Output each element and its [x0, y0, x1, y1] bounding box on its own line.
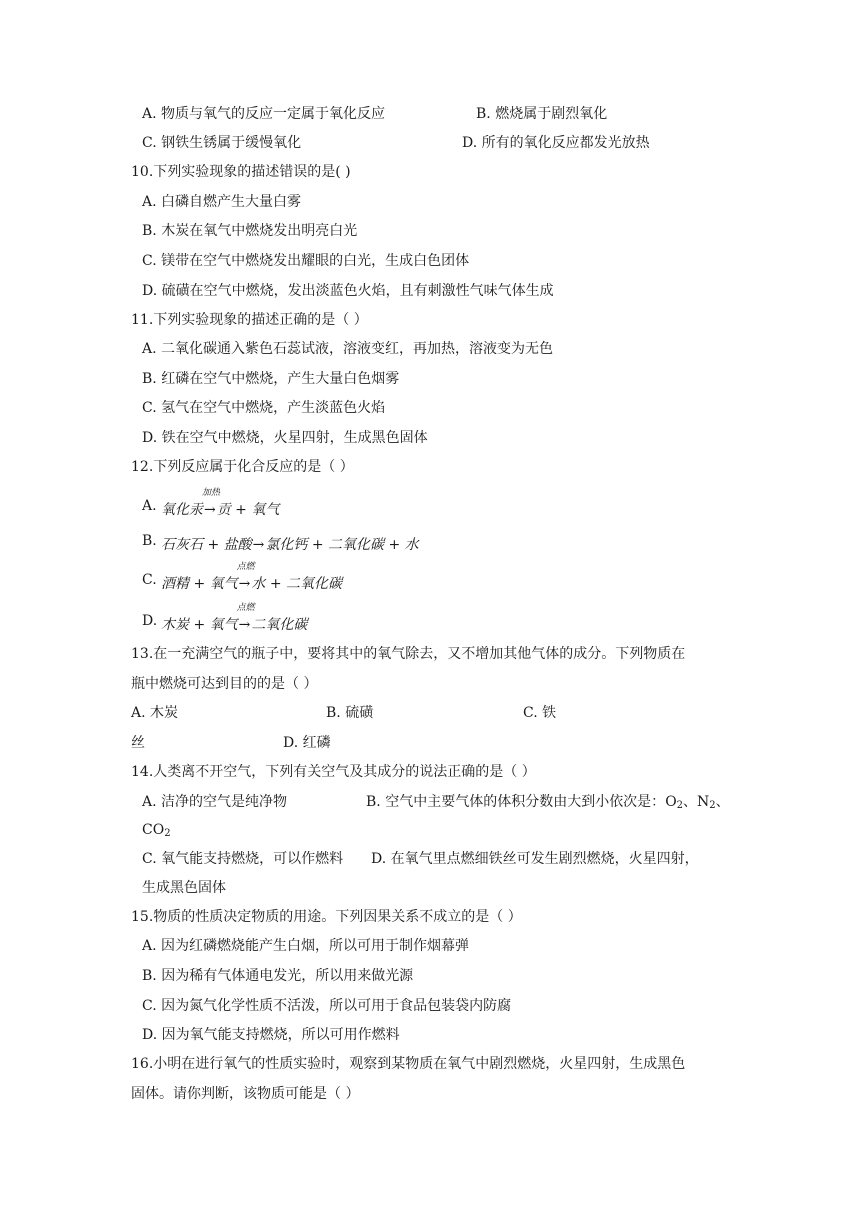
- q10-stem: 10.下列实验现象的描述错误的是( ): [131, 164, 351, 180]
- q14-option-c: C. 氧气能支持燃烧，可以作燃料: [142, 851, 344, 867]
- reaction-arrow-icon: 点燃 →: [236, 562, 255, 592]
- q12-a-products: 贡 + 氧气: [216, 502, 280, 518]
- q12-b-reactants: 石灰石 + 盐酸: [161, 537, 252, 553]
- q12-option-d-label: D.: [142, 613, 158, 629]
- q15-option-a: A. 因为红磷燃烧能产生白烟，所以可用于制作烟幕弹: [142, 938, 470, 954]
- q12-option-c-label: C.: [142, 572, 157, 588]
- q11-option-b: B. 红磷在空气中燃烧，产生大量白色烟雾: [142, 371, 400, 387]
- q12-stem: 12.下列反应属于化合反应的是（ ）: [131, 459, 354, 475]
- q12-a-condition: 加热: [202, 488, 221, 498]
- q9-option-d: D. 所有的氧化反应都发光放热: [462, 135, 650, 151]
- q12-b-products: 氯化钙 + 二氧化碳 + 水: [265, 537, 419, 553]
- q10-option-a: A. 白磷自燃产生大量白雾: [142, 194, 302, 210]
- q12-c-condition: 点燃: [236, 562, 255, 572]
- q12-option-d-equation: [161, 603, 308, 635]
- q15-stem: 15.物质的性质决定物质的用途。下列因果关系不成立的是（ ）: [131, 909, 522, 925]
- q12-option-a-label: A.: [142, 498, 157, 514]
- q11-option-d: D. 铁在空气中燃烧，火星四射，生成黑色固体: [142, 430, 428, 446]
- q11-option-a: A. 二氧化碳通入紫色石蕊试液，溶液变红，再加热，溶液变为无色: [142, 341, 554, 357]
- q12-option-b-equation: [161, 535, 419, 555]
- q11-option-c: C. 氢气在空气中燃烧，产生淡蓝色火焰: [142, 400, 386, 416]
- q13-option-c: C. 铁: [523, 705, 557, 721]
- q12-option-b-label: B.: [142, 533, 157, 549]
- q11-stem: 11.下列实验现象的描述正确的是（ ）: [131, 312, 368, 328]
- q13-option-b: B. 硫磺: [326, 705, 374, 721]
- q9-option-b: B. 燃烧属于剧烈氧化: [476, 106, 608, 122]
- q12-option-a-equation: [161, 488, 280, 520]
- q12-option-c-equation: [161, 562, 343, 594]
- q15-option-d: D. 因为氧气能支持燃烧，所以可用作燃料: [142, 1027, 400, 1043]
- reaction-arrow-icon: →: [252, 537, 265, 553]
- q15-option-b: B. 因为稀有气体通电发光，所以用来做光源: [142, 968, 414, 984]
- q14-option-a: A. 洁净的空气是纯净物: [142, 794, 288, 810]
- q12-d-products: 二氧化碳: [251, 617, 308, 633]
- q10-option-d: D. 硫磺在空气中燃烧，发出淡蓝色火焰，且有刺激性气味气体生成: [142, 283, 554, 299]
- q12-a-reactants: 氧化汞: [161, 502, 203, 518]
- q13-option-a: A. 木炭: [131, 705, 179, 721]
- q12-d-condition: 点燃: [236, 603, 255, 613]
- q12-c-products: 水 + 二氧化碳: [251, 576, 343, 592]
- q10-option-b: B. 木炭在氧气中燃烧发出明亮白光: [142, 223, 358, 239]
- q13-option-d: D. 红磷: [283, 735, 331, 751]
- q14-option-d-cont: 生成黑色固体: [142, 880, 226, 896]
- q15-option-c: C. 因为氮气化学性质不活泼，所以可用于食品包装袋内防腐: [142, 998, 512, 1014]
- q13-option-c-cont: 丝: [131, 735, 145, 751]
- q14-option-d: D. 在氧气里点燃细铁丝可发生剧烈燃烧，火星四射，: [371, 851, 699, 867]
- q10-option-c: C. 镁带在空气中燃烧发出耀眼的白光，生成白色团体: [142, 253, 470, 269]
- q16-stem-line1: 16.小明在进行氧气的性质实验时，观察到某物质在氧气中剧烈燃烧，火星四射，生成黑色: [131, 1056, 686, 1072]
- q14-stem: 14.人类离不开空气，下列有关空气及其成分的说法正确的是（ ）: [131, 764, 536, 780]
- q9-option-c: C. 钢铁生锈属于缓慢氧化: [142, 135, 302, 151]
- reaction-arrow-icon: 加热 →: [202, 488, 221, 518]
- q14-option-b: B. 空气中主要气体的体积分数由大到小依次是：$O_2$、$N_2$、: [366, 794, 730, 811]
- q13-stem-line2: 瓶中燃烧可达到目的的是（ ）: [131, 676, 318, 692]
- q14-option-b-cont: $CO_2$: [142, 822, 171, 839]
- reaction-arrow-icon: 点燃 →: [236, 603, 255, 633]
- q12-c-reactants: 酒精 + 氧气: [161, 576, 238, 592]
- q12-d-reactants: 木炭 + 氧气: [161, 617, 238, 633]
- q13-stem-line1: 13.在一充满空气的瓶子中，要将其中的氧气除去，又不增加其他气体的成分。下列物质在: [131, 646, 686, 662]
- q9-option-a: A. 物质与氧气的反应一定属于氧化反应: [142, 106, 386, 122]
- q16-stem-line2: 固体。请你判断，该物质可能是（ ）: [131, 1086, 360, 1102]
